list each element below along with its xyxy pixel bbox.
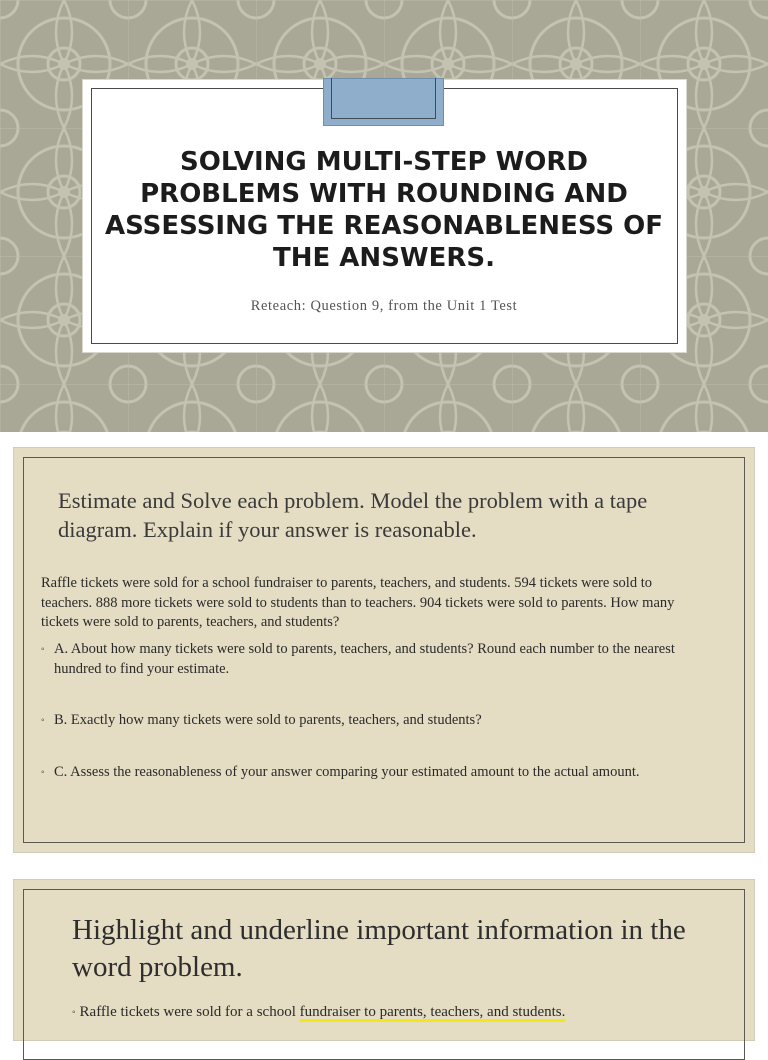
word-problem-text: Raffle tickets were sold for a school fundraiser to parents, teachers, and students. 594 tickets were sold to teachers. 888 more tickets were sold to students than to teachers. 904 tickets were sold to parents. How many tickets were sold to parents, teachers, and students? <box>41 575 675 630</box>
slide-subtitle: Reteach: Question 9, from the Unit 1 Test <box>250 298 518 314</box>
problem-slide-heading: Estimate and Solve each problem. Model the problem with a tape diagram. Explain if your answer is reasonable. <box>58 488 648 542</box>
plain-text: Raffle tickets were sold for a school <box>79 1004 300 1020</box>
accent-tab <box>323 78 444 126</box>
question-text: A. About how many tickets were sold to parents, teachers, and students? Round each number to the nearest hundred to find your estimate. <box>54 641 675 677</box>
question-text: B. Exactly how many tickets were sold to parents, teachers, and students? <box>54 712 482 728</box>
question-text: C. Assess the reasonableness of your answer comparing your estimated amount to the actual amount. <box>54 764 640 780</box>
slide-title: SOLVING MULTI-STEP WORD PROBLEMS WITH ROUNDING AND ASSESSING THE REASONABLENESS OF THE ANSWERS. <box>104 147 664 273</box>
accent-tab-inner <box>331 78 436 119</box>
bullet-icon: ◦ <box>41 644 45 655</box>
bullet-icon: ◦ <box>41 767 45 778</box>
bullet-icon: ◦ <box>72 1007 76 1018</box>
question-item-b <box>41 711 701 731</box>
highlighted-text: fundraiser to parents, teachers, and students. <box>299 1004 566 1020</box>
highlight-slide-heading: Highlight and underline important information in the word problem. <box>72 914 686 983</box>
bullet-icon: ◦ <box>41 715 45 726</box>
question-item-a <box>41 640 701 679</box>
highlighted-problem-bullet <box>72 1002 752 1023</box>
title-slide <box>0 0 768 432</box>
question-item-c <box>41 763 701 783</box>
